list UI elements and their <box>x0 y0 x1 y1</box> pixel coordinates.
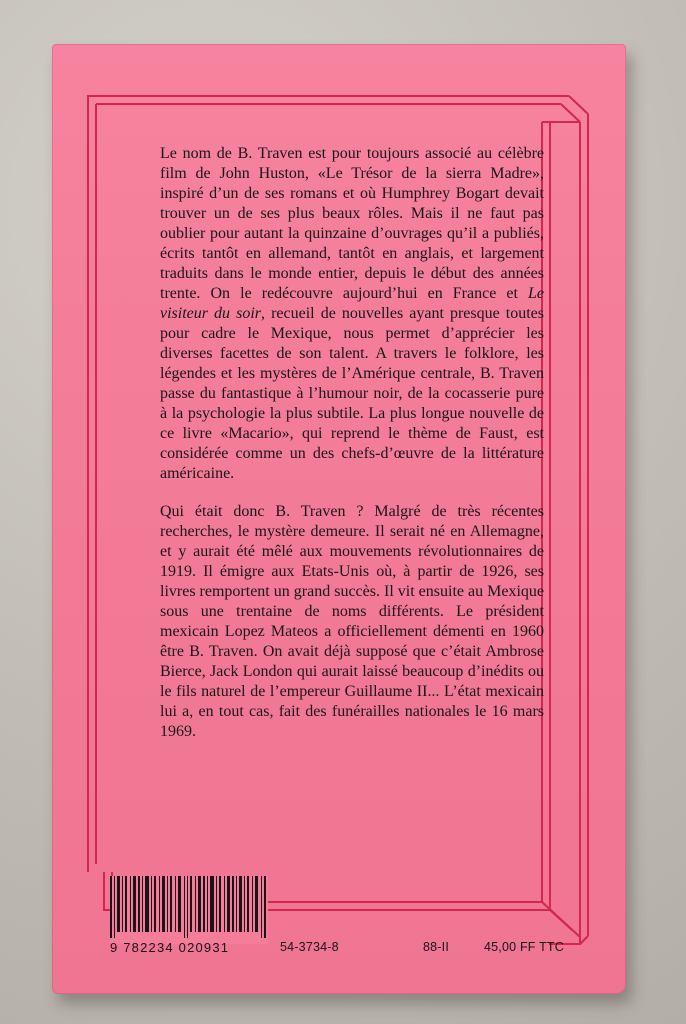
series-code: 88-II <box>423 940 450 954</box>
barcode <box>110 876 268 944</box>
price-label: 45,00 FF TTC <box>484 940 564 954</box>
book-back-cover <box>52 44 626 994</box>
blurb-paragraph-1 <box>160 144 544 484</box>
blurb-paragraph-1-part-b: , recueil de nouvelles ayant presque toutes pour cadre le Mexique, nous permet d’apprécier les diverses facettes de son talent. A travers le folklore, les légendes et les mystères de l’Amérique centrale, B. Traven passe du fantastique à l’humour noir, de la cocasserie pure à la psychologie la plus subtile. La plus longue nouvelle de ce livre «Macario», qui reprend le thème de Faust, est considérée comme un des chefs-d’œuvre de la littérature américaine. <box>160 305 544 482</box>
blurb-paragraph-1-part-a: Le nom de B. Traven est pour toujours associé au célèbre film de John Huston, «Le Trésor de la sierra Madre», inspiré d’un de ses romans et où Humphrey Bogart devait trouver un de ses plus beaux rôles. Mais il ne faut pas oublier pour autant la quinzaine d’ouvrages qu’il a publiés, écrits tantôt en allemand, tantôt en anglais, et largement traduits dans le monde entier, depuis le début des années trente. On le redécouvre aujourd’hui en France et <box>160 145 544 302</box>
book-title-italic: Le visiteur du soir <box>160 285 544 322</box>
isbn-digits: 9 782234 020931 <box>110 940 230 955</box>
barcode-bars <box>110 876 268 938</box>
blurb-paragraph-2: Qui était donc B. Traven ? Malgré de très récentes recherches, le mystère demeure. Il serait né en Allemagne, et y aurait été mêlé aux mouvements révolutionnaires de 1919. Il émigre aux Etats-Unis où, à partir de 1926, ses livres remportent un grand succès. Il vit ensuite au Mexique sous une trentaine de noms différents. Le président mexicain Lopez Mateos a officiellement démenti en 1960 être B. Traven. On avait déjà supposé que c’était Ambrose Bierce, Jack London qui aurait laissé beaucoup d’inédits ou le fils naturel de l’empereur Guillaume II... L’état mexicain lui a, en tout cas, fait des funérailles nationales le 16 mars 1969. <box>160 503 544 740</box>
reference-code: 54-3734-8 <box>280 940 339 954</box>
blurb-text <box>160 144 544 742</box>
